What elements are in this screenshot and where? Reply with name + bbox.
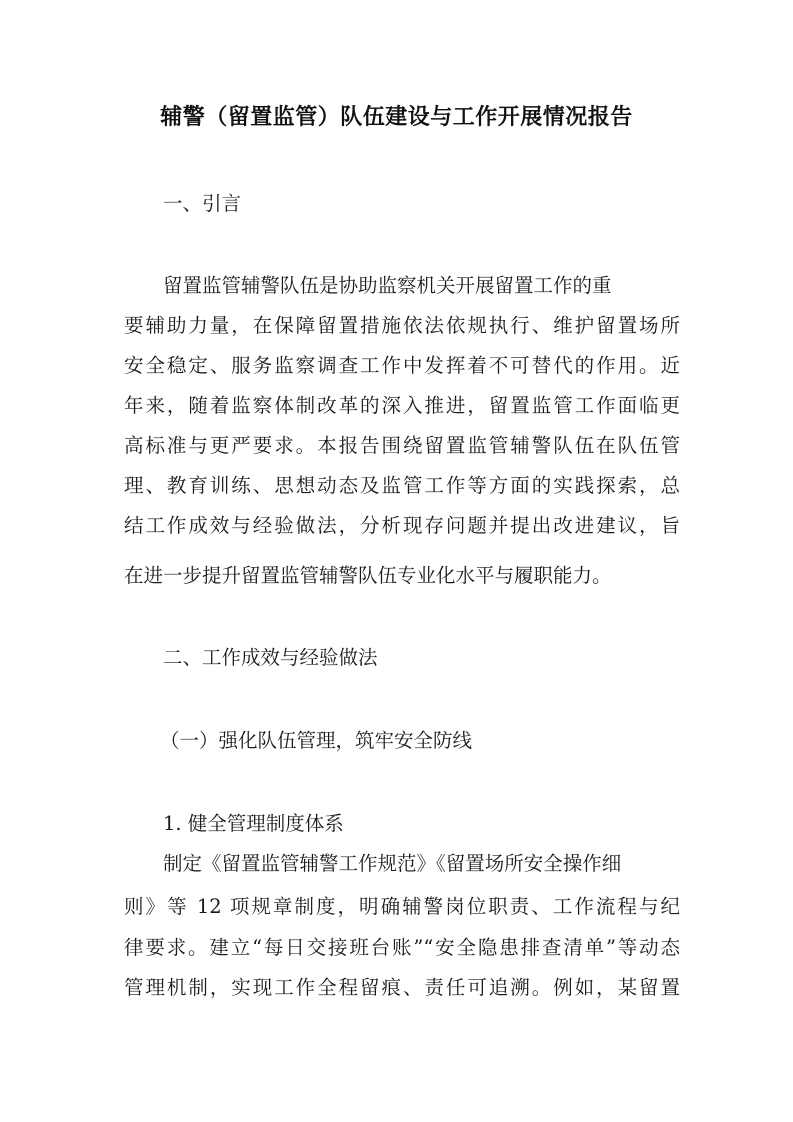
paragraph-line: 高标准与更严要求。本报告围绕留置监管辅警队伍在队伍管 xyxy=(124,434,680,457)
paragraph-line: 律要求。建立“每日交接班台账”“安全隐患排查清单”等动态 xyxy=(124,936,680,959)
paragraph-line: 在进一步提升留置监管辅警队伍专业化水平与履职能力。 xyxy=(124,564,612,587)
document-title: 辅警（留置监管）队伍建设与工作开展情况报告 xyxy=(160,105,633,130)
section-heading-results: 二、工作成效与经验做法 xyxy=(163,646,378,669)
paragraph-line: 留置监管辅警队伍是协助监察机关开展留置工作的重 xyxy=(163,274,612,297)
paragraph-line: 要辅助力量，在保障留置措施依法依规执行、维护留置场所 xyxy=(124,314,680,337)
paragraph-line: 年来，随着监察体制改革的深入推进，留置监管工作面临更 xyxy=(124,394,680,417)
paragraph-line: 制定《留置监管辅警工作规范》《留置场所安全操作细 xyxy=(163,852,622,875)
section-heading-introduction: 一、引言 xyxy=(163,192,242,215)
paragraph-line: 安全稳定、服务监察调查工作中发挥着不可替代的作用。近 xyxy=(124,354,680,377)
paragraph-line: 管理机制，实现工作全程留痕、责任可追溯。例如，某留置 xyxy=(124,976,680,999)
paragraph-line: 理、教育训练、思想动态及监管工作等方面的实践探索，总 xyxy=(124,474,680,497)
item-heading: 1. 健全管理制度体系 xyxy=(163,812,344,835)
paragraph-line: 则》等 12 项规章制度，明确辅警岗位职责、工作流程与纪 xyxy=(124,895,680,918)
paragraph-line: 结工作成效与经验做法，分析现存问题并提出改进建议，旨 xyxy=(124,514,680,537)
subsection-heading: （一）强化队伍管理，筑牢安全防线 xyxy=(160,729,473,752)
